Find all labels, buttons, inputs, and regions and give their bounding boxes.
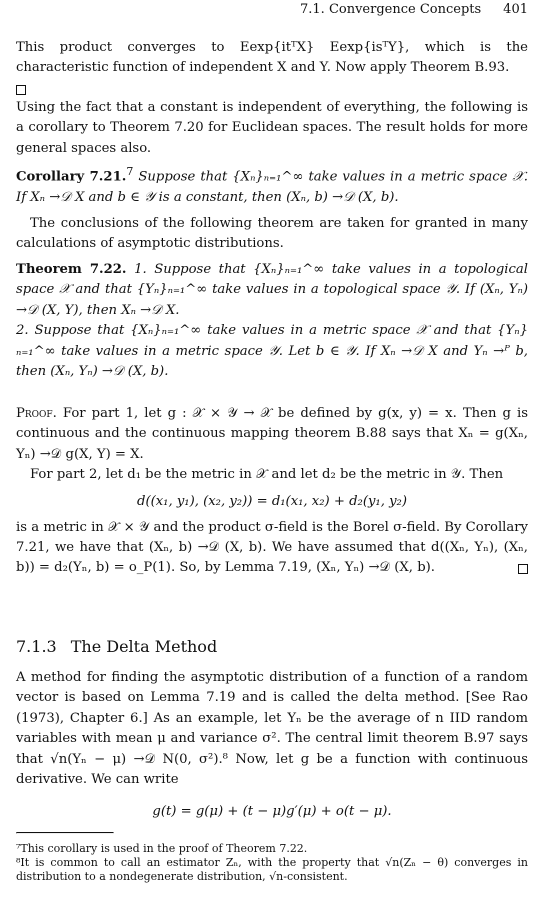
proof-text-2: For part 2, let d₁ be the metric in 𝒳 and let d₂ be the metric in 𝒴. Then [30, 467, 504, 483]
footnote-8: ⁸It is common to call an estimator Zₙ, with the property that √n(Zₙ − θ) converges in distribution to a nondegenerate distribution, √n-consistent. [16, 856, 528, 883]
theorem-part2: 2. Suppose that {Xₙ}ₙ₌₁^∞ take values in a metric space 𝒳 and that {Yₙ}ₙ₌₁^∞ take values in a metric space 𝒴. Let b ∈ 𝒴. If Xₙ →𝒟 X and Yₙ →ᴾ b, then (Xₙ, Yₙ) →𝒟 (X, b). [16, 323, 528, 380]
theorem-7-22 [16, 260, 528, 382]
corollary-7-21 [16, 162, 528, 208]
paragraph-corollary-intro [16, 98, 528, 159]
paragraph-text: A method for finding the asymptotic distribution of a function of a random vector is based on Lemma 7.19 and is called the delta method. [See Rao (1973), Chapter 6.] As an example, let Yₙ be the average of n IID random variables with mean μ and variance σ². The central limit theorem B.97 says that √n(Yₙ − μ) →𝒟 N(0, σ²).⁸ Now, let g be a function with continuous derivative. We can write [16, 670, 528, 788]
proof-text-1: For part 1, let g : 𝒳 × 𝒴 → 𝒳 be defined by g(x, y) = x. Then g is continuous and the continuous mapping theorem B.88 says that Xₙ = g(Xₙ, Yₙ) →𝒟 g(X, Y) = X. [16, 406, 528, 462]
running-header [16, 2, 528, 17]
paragraph-text: Using the fact that a constant is independent of everything, the following is a corollary to Theorem 7.20 for Euclidean spaces. The result holds for more general spaces also. [16, 100, 528, 156]
paragraph-product-converges [16, 38, 528, 98]
proof [16, 404, 528, 579]
theorem-part1: 1. Suppose that {Xₙ}ₙ₌₁^∞ take values in a topological space 𝒳 and that {Yₙ}ₙ₌₁^∞ take values in a topological space 𝒴. If (Xₙ, Yₙ) →𝒟 (X, Y), then Xₙ →𝒟 X. [16, 262, 528, 318]
paragraph-text: The conclusions of the following theorem are taken for granted in many calculations of asymptotic distributions. [16, 216, 528, 252]
footnote-7: ⁷This corollary is used in the proof of Theorem 7.22. [16, 842, 308, 855]
display-equation-taylor: g(t) = g(μ) + (t − μ)g′(μ) + o(t − μ). [152, 804, 392, 820]
paragraph-text: This product converges to Eexp{itᵀX} Eexp{isᵀY}, which is the characteristic function of independent X and Y. Now apply Theorem B.93. [16, 40, 528, 76]
corollary-label: Corollary 7.21. [16, 169, 127, 185]
footnote-mark: 7 [126, 165, 134, 178]
header-section: 7.1. Convergence Concepts [300, 2, 482, 17]
section-title: The Delta Method [70, 637, 218, 656]
paragraph-theorem-intro [16, 214, 528, 255]
corollary-text: Suppose that {Xₙ}ₙ₌₁^∞ take values in a metric space 𝒳. If Xₙ →𝒟 X and b ∈ 𝒴 is a constant, then (Xₙ, b) →𝒟 (X, b). [16, 169, 528, 205]
paragraph-delta-method [16, 668, 528, 822]
qed-icon [16, 85, 26, 95]
header-page-number: 401 [503, 2, 528, 17]
theorem-label: Theorem 7.22. [16, 262, 127, 277]
footnotes [16, 832, 528, 884]
footnote-divider [16, 832, 114, 834]
qed-icon [518, 564, 528, 574]
proof-label: Proof. [16, 406, 57, 421]
section-number: 7.1.3 [16, 637, 57, 656]
section-heading [16, 636, 528, 658]
display-equation-metric: d((x₁, y₁), (x₂, y₂)) = d₁(x₁, x₂) + d₂(y₁, y₂) [137, 493, 407, 509]
proof-text-3: is a metric in 𝒳 × 𝒴 and the product σ-field is the Borel σ-field. By Corollary 7.21, we have that (Xₙ, b) →𝒟 (X, b). We have assumed that d((Xₙ, Yₙ), (Xₙ, b)) = d₂(Yₙ, b) = o_P(1). So, by Lemma 7.19, (Xₙ, Yₙ) →𝒟 (X, b). [16, 519, 528, 576]
